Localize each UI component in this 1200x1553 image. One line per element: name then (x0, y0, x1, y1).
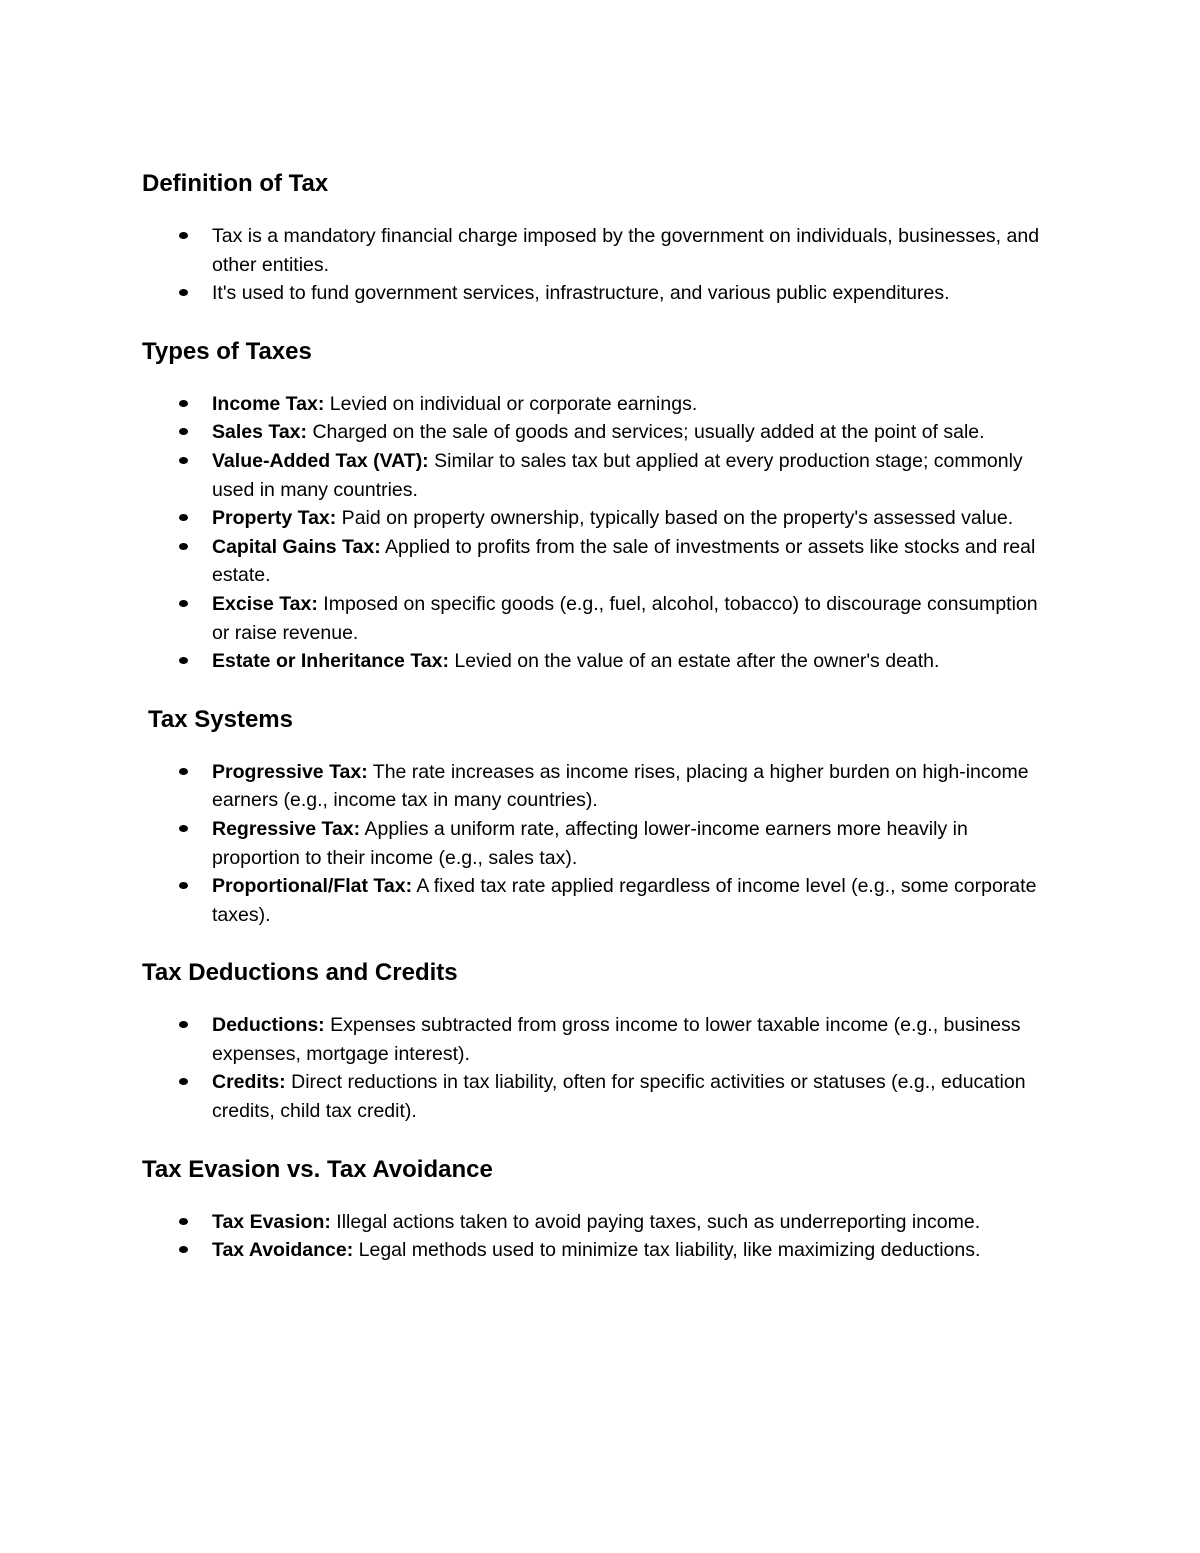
item-term: Regressive Tax: (212, 817, 361, 840)
item-term: Tax Avoidance: (212, 1239, 354, 1262)
item-term: Credits: (212, 1071, 286, 1094)
bullet-icon (179, 882, 188, 889)
list-item (142, 1236, 1060, 1265)
item-text: Illegal actions taken to avoid paying taxes, such as underreporting income. (330, 1210, 981, 1233)
item-text: Similar to sales tax but applied at every production stage; commonly used in many countries. (212, 449, 1023, 501)
bullet-list (142, 1208, 1060, 1265)
section-tax-systems (142, 702, 1060, 930)
item-text: The rate increases as income rises, placing a higher burden on high-income earners (e.g., income tax in many countries). (212, 760, 1029, 812)
section-heading: Tax Evasion vs. Tax Avoidance (142, 1155, 493, 1183)
section-tax-evasion-vs-avoidance (142, 1152, 1060, 1265)
list-item (142, 1068, 1060, 1125)
list-item (142, 1011, 1060, 1068)
bullet-icon (179, 600, 188, 607)
item-text: A fixed tax rate applied regardless of income level (e.g., some corporate taxes). (212, 875, 1037, 926)
list-item (142, 647, 1060, 676)
section-heading: Tax Systems (148, 705, 293, 733)
bullet-icon (179, 825, 188, 832)
section-types-of-taxes (142, 334, 1060, 676)
bullet-list (142, 222, 1060, 308)
item-text: Applied to profits from the sale of investments or assets like stocks and real estate. (212, 535, 1036, 587)
bullet-icon (179, 1021, 188, 1028)
item-term: Estate or Inheritance Tax: (212, 650, 449, 673)
list-item (142, 279, 1060, 308)
bullet-icon (179, 232, 188, 239)
item-text: Expenses subtracted from gross income to lower taxable income (e.g., business expenses, mortgage interest). (212, 1014, 1021, 1065)
section-heading: Tax Deductions and Credits (142, 959, 458, 987)
bullet-icon (179, 428, 188, 435)
item-text: Imposed on specific goods (e.g., fuel, alcohol, tobacco) to discourage consumption or raise revenue. (212, 592, 1038, 644)
item-text: It's used to fund government services, infrastructure, and various public expenditures. (212, 282, 950, 305)
item-text: Charged on the sale of goods and services; usually added at the point of sale. (307, 421, 985, 444)
section-definition-of-tax (142, 166, 1060, 308)
list-item (142, 222, 1060, 279)
item-term: Capital Gains Tax: (212, 535, 381, 558)
item-term: Deductions: (212, 1014, 325, 1037)
item-term: Income Tax: (212, 392, 325, 415)
list-item (142, 447, 1060, 504)
list-item (142, 758, 1060, 815)
bullet-icon (179, 400, 188, 407)
bullet-list (142, 758, 1060, 930)
section-tax-deductions-and-credits (142, 955, 1060, 1125)
item-text: Levied on individual or corporate earnings. (324, 392, 698, 415)
bullet-icon (179, 768, 188, 775)
item-term: Sales Tax: (212, 421, 308, 444)
bullet-icon (179, 657, 188, 664)
bullet-icon (179, 514, 188, 521)
list-item (142, 390, 1060, 419)
section-heading: Types of Taxes (142, 337, 312, 365)
item-text: Applies a uniform rate, affecting lower-income earners more heavily in proportion to their income (e.g., sales tax). (212, 817, 968, 869)
bullet-icon (179, 543, 188, 550)
bullet-icon (179, 457, 188, 464)
item-term: Proportional/Flat Tax: (212, 875, 413, 898)
item-text: Direct reductions in tax liability, often for specific activities or statuses (e.g., education credits, child tax credit). (212, 1071, 1026, 1123)
item-text: Paid on property ownership, typically based on the property's assessed value. (336, 507, 1014, 530)
item-text: Tax is a mandatory financial charge imposed by the government on individuals, businesses, and other entities. (212, 225, 1040, 276)
bullet-icon (179, 289, 188, 296)
bullet-icon (179, 1246, 188, 1253)
item-term: Value-Added Tax (VAT): (212, 449, 429, 472)
bullet-icon (179, 1078, 188, 1085)
item-text: Levied on the value of an estate after the owner's death. (448, 650, 940, 673)
item-term: Tax Evasion: (212, 1210, 331, 1233)
list-item (142, 872, 1060, 929)
item-term: Property Tax: (212, 507, 337, 530)
bullet-icon (179, 1218, 188, 1225)
list-item (142, 533, 1060, 590)
list-item (142, 1208, 1060, 1237)
list-item (142, 418, 1060, 447)
bullet-list (142, 1011, 1060, 1125)
item-text: Legal methods used to minimize tax liability, like maximizing deductions. (353, 1239, 981, 1262)
list-item (142, 590, 1060, 647)
list-item (142, 815, 1060, 872)
bullet-list (142, 390, 1060, 676)
item-term: Excise Tax: (212, 592, 318, 615)
item-term: Progressive Tax: (212, 760, 368, 783)
section-heading: Definition of Tax (142, 170, 329, 197)
list-item (142, 504, 1060, 533)
